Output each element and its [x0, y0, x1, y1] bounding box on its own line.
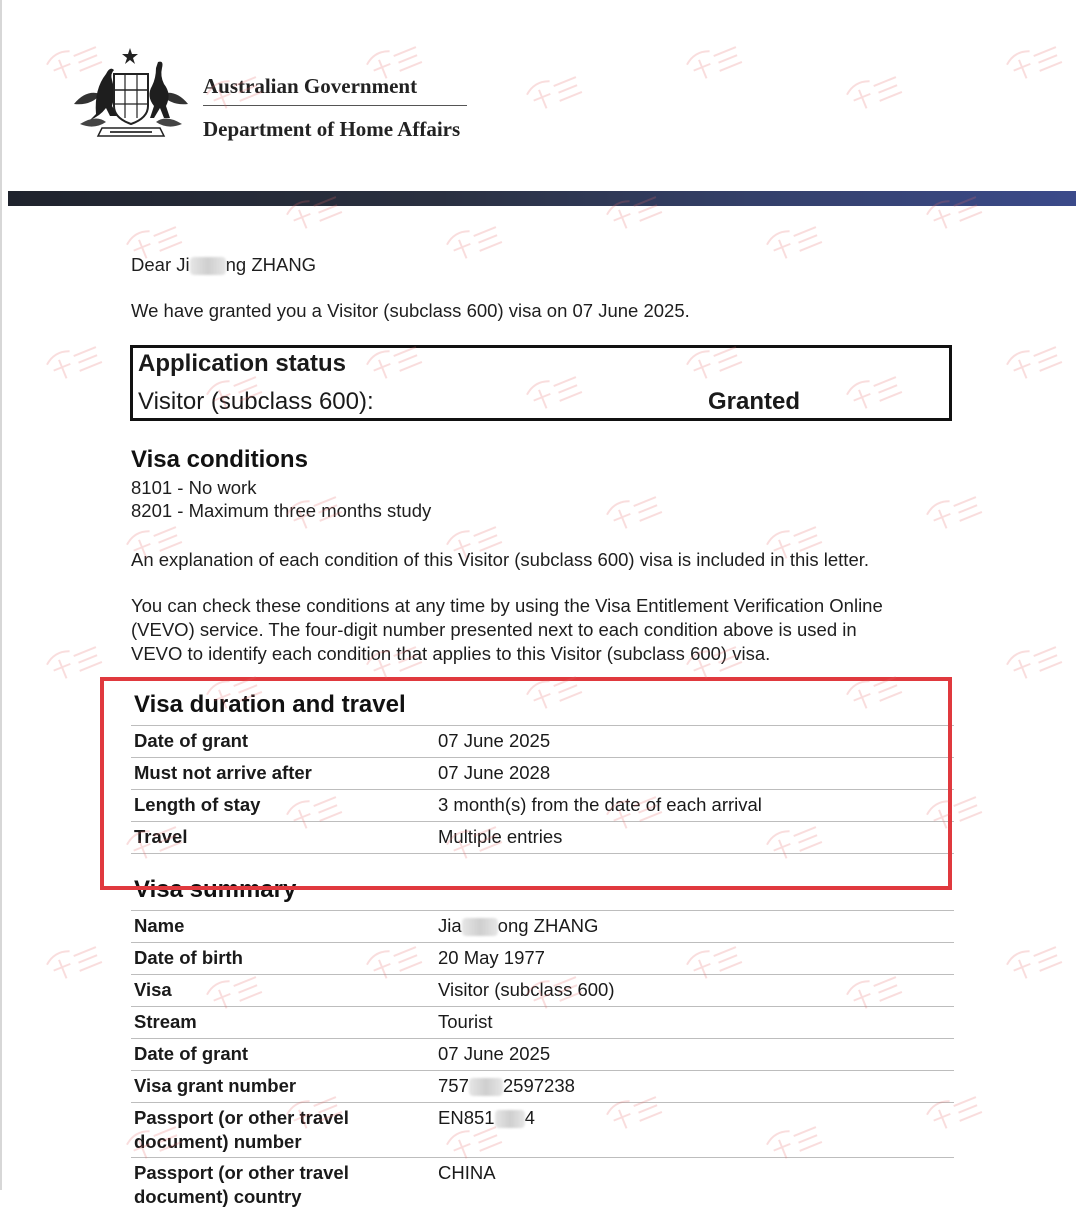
row-value: 3 month(s) from the date of each arrival — [438, 794, 762, 815]
row-key: Length of stay — [134, 794, 261, 815]
row-key: Visa — [134, 979, 172, 1000]
row-key: Passport (or other travel document) country — [134, 1162, 349, 1207]
highlight-box — [100, 677, 952, 890]
watermark-stamp — [1000, 340, 1070, 384]
watermark-stamp — [840, 70, 910, 114]
watermark-stamp — [680, 40, 750, 84]
table-row — [131, 1038, 954, 1070]
row-key: Date of grant — [134, 730, 249, 751]
page-edge — [0, 0, 2, 1190]
visa-summary-title: Visa summary — [134, 876, 297, 903]
table-row — [131, 974, 954, 1006]
row-key: Travel — [134, 826, 188, 847]
coat-of-arms-icon — [66, 44, 196, 144]
row-key: Passport (or other travel document) number — [134, 1107, 349, 1152]
watermark-stamp — [40, 340, 110, 384]
application-status-box — [130, 345, 952, 421]
redacted-mask — [462, 918, 498, 936]
row-key: Date of birth — [134, 947, 243, 968]
visa-conditions-title: Visa conditions — [131, 446, 308, 473]
row-key: Stream — [134, 1011, 197, 1032]
row-value: EN851 4 — [438, 1107, 535, 1128]
table-row — [131, 1157, 954, 1212]
row-value: Tourist — [438, 1011, 493, 1032]
row-key: Visa grant number — [134, 1075, 297, 1096]
header-bar — [8, 191, 1076, 206]
vevo-line: You can check these conditions at any time by using the Visa Entitlement Verification Online — [131, 595, 883, 616]
watermark-stamp — [1000, 40, 1070, 84]
grant-sentence: We have granted you a Visitor (subclass 600) visa on 07 June 2025. — [131, 300, 690, 321]
row-key: Name — [134, 915, 185, 936]
condition-item: 8201 - Maximum three months study — [131, 500, 432, 521]
watermark-stamp — [760, 220, 830, 264]
row-value: CHINA — [438, 1162, 496, 1183]
watermark-stamp — [1000, 940, 1070, 984]
table-row — [131, 1102, 954, 1157]
visa-summary-table — [131, 910, 954, 1212]
table-row — [131, 1006, 954, 1038]
redacted-mask — [469, 1078, 503, 1096]
watermark-stamp — [520, 70, 590, 114]
row-value: Jia ong ZHANG — [438, 915, 599, 936]
watermark-stamp — [1000, 640, 1070, 684]
application-status-value: Granted — [708, 388, 801, 415]
row-value: Visitor (subclass 600) — [438, 979, 615, 1000]
row-value: 20 May 1977 — [438, 947, 545, 968]
vevo-line: (VEVO) service. The four-digit number presented next to each condition above is used in — [131, 619, 857, 640]
condition-item: 8101 - No work — [131, 477, 257, 498]
table-row — [131, 910, 954, 942]
row-value: 07 June 2028 — [438, 762, 551, 783]
department-name: Department of Home Affairs — [203, 117, 461, 141]
watermark-stamp — [440, 220, 510, 264]
government-name: Australian Government — [203, 74, 418, 98]
application-status-label: Visitor (subclass 600): — [138, 388, 374, 415]
visa-duration-title: Visa duration and travel — [134, 691, 406, 718]
table-row — [131, 1070, 954, 1102]
conditions-explanation: An explanation of each condition of this Visitor (subclass 600) visa is included in this letter. — [131, 549, 870, 570]
vevo-line: VEVO to identify each condition that applies to this Visitor (subclass 600) visa. — [131, 643, 771, 664]
row-value: 07 June 2025 — [438, 1043, 551, 1064]
watermark-stamp — [40, 940, 110, 984]
table-row — [131, 942, 954, 974]
watermark-stamp — [920, 490, 990, 534]
row-key: Date of grant — [134, 1043, 249, 1064]
row-value: Multiple entries — [438, 826, 563, 847]
header-divider — [203, 105, 467, 106]
row-key: Must not arrive after — [134, 762, 312, 783]
salutation: Dear Ji ng ZHANG — [131, 254, 317, 275]
redacted-mask — [495, 1110, 525, 1128]
redacted-mask — [190, 257, 226, 275]
row-value: 757 2597238 — [438, 1075, 575, 1096]
watermark-stamp — [600, 490, 670, 534]
row-value: 07 June 2025 — [438, 730, 551, 751]
application-status-title: Application status — [138, 350, 347, 377]
